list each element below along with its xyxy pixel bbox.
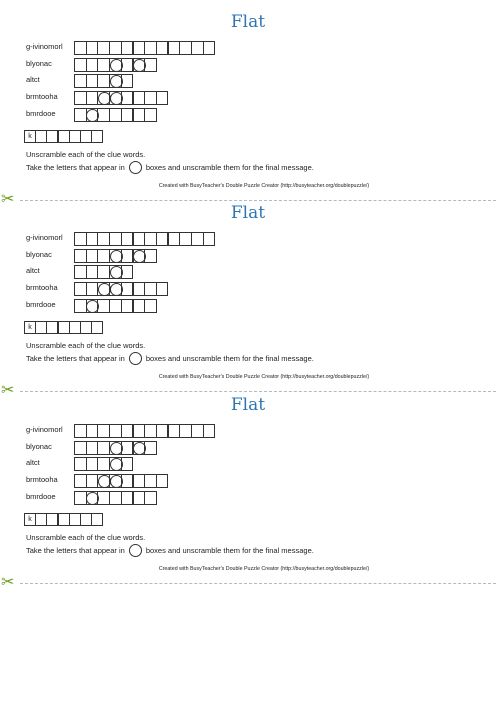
letter-box[interactable] [156,424,169,438]
letter-box[interactable] [74,474,87,488]
letter-box[interactable] [74,74,87,88]
letter-box[interactable] [86,232,99,246]
puzzle-block [0,203,496,393]
circled-letter-box[interactable] [133,249,146,263]
letter-box[interactable] [144,58,157,72]
letter-box[interactable] [97,41,110,55]
letter-box[interactable] [86,91,99,105]
message-box[interactable] [91,130,103,143]
message-box[interactable] [46,130,58,143]
instruction-line-2 [26,544,314,557]
letter-box[interactable] [97,58,110,72]
circled-letter-box[interactable] [109,441,122,455]
letter-box[interactable] [203,232,216,246]
instruction-line-2 [26,352,314,365]
message-box[interactable] [80,321,92,334]
letter-box[interactable] [97,424,110,438]
letter-box[interactable] [86,474,99,488]
letter-box[interactable] [74,108,87,122]
letter-box[interactable] [86,457,99,471]
circled-letter-box[interactable] [86,491,99,505]
circled-letter-box[interactable] [109,282,122,296]
instruction-line-1: Unscramble each of the clue words. [26,533,146,542]
circled-letter-box[interactable] [109,457,122,471]
cut-line [20,200,496,201]
circled-letter-box[interactable] [97,91,110,105]
circle-icon [129,161,142,174]
circled-letter-box[interactable] [133,441,146,455]
letter-box[interactable] [203,41,216,55]
circled-letter-box[interactable] [109,58,122,72]
clue-word: altct [26,458,40,468]
instruction-text-before: Take the letters that appear in [26,163,125,172]
letter-box[interactable] [191,232,204,246]
instruction-text-after: boxes and unscramble them for the final message. [145,546,314,555]
puzzle-block [0,395,496,585]
clue-word: altct [26,266,40,276]
letter-box[interactable] [74,424,87,438]
clue-word: altct [26,75,40,85]
letter-box[interactable] [86,282,99,296]
letter-box[interactable] [121,299,134,313]
letter-box[interactable] [97,441,110,455]
credit-line: Created with BusyTeacher's Double Puzzle Creator (http://busyteacher.org/doublepuzzle/) [158,566,370,572]
message-first-letter: k [28,133,32,140]
letter-box[interactable] [74,232,87,246]
letter-box[interactable] [74,491,87,505]
letter-box[interactable] [86,249,99,263]
clue-word: blyonac [26,249,52,259]
letter-box[interactable] [109,41,122,55]
letter-box[interactable] [133,91,146,105]
final-message-boxes [24,130,102,143]
letter-box[interactable] [168,232,181,246]
letter-box[interactable] [86,74,99,88]
circled-letter-box[interactable] [97,474,110,488]
letter-box[interactable] [144,249,157,263]
letter-box[interactable] [121,491,134,505]
letter-box[interactable] [179,232,192,246]
letter-box[interactable] [97,491,110,505]
letter-box[interactable] [121,58,134,72]
clue-word: brmtooha [26,475,58,485]
clue-word: blyonac [26,441,52,451]
message-box[interactable] [24,130,36,143]
cut-line [20,583,496,584]
letter-box[interactable] [121,41,134,55]
letter-box[interactable] [121,474,134,488]
answer-boxes [74,424,214,438]
circled-letter-box[interactable] [109,91,122,105]
clue-word: g-ivinomorl [26,233,63,242]
answer-boxes [74,232,214,246]
letter-box[interactable] [109,491,122,505]
letter-box[interactable] [133,108,146,122]
circled-letter-box[interactable] [109,265,122,279]
letter-box[interactable] [74,58,87,72]
message-box[interactable] [24,513,36,526]
letter-box[interactable] [97,249,110,263]
letter-box[interactable] [144,299,157,313]
circled-letter-box[interactable] [86,299,99,313]
puzzle-title: Flat [230,395,266,415]
instruction-text-before: Take the letters that appear in [26,354,125,363]
message-box[interactable] [80,130,92,143]
letter-box[interactable] [144,424,157,438]
puzzle-title: Flat [230,203,266,223]
clue-word: bmrdooe [26,108,56,118]
clue-word: g-ivinomorl [26,42,63,51]
letter-box[interactable] [144,441,157,455]
letter-box[interactable] [133,282,146,296]
clue-word: g-ivinomorl [26,425,63,434]
letter-box[interactable] [121,424,134,438]
message-box[interactable] [69,321,81,334]
instruction-text-after: boxes and unscramble them for the final message. [145,163,314,172]
answer-boxes [74,108,156,122]
answer-boxes [74,41,214,55]
credit-line: Created with BusyTeacher's Double Puzzle Creator (http://busyteacher.org/doublepuzzle/) [158,183,370,189]
letter-box[interactable] [86,41,99,55]
circle-icon [129,544,142,557]
message-box[interactable] [35,513,47,526]
letter-box[interactable] [133,232,146,246]
letter-box[interactable] [144,108,157,122]
letter-box[interactable] [156,474,169,488]
instruction-line-2 [26,161,314,174]
letter-box[interactable] [179,41,192,55]
letter-box[interactable] [109,108,122,122]
circle-icon [129,352,142,365]
message-box[interactable] [46,321,58,334]
letter-box[interactable] [109,299,122,313]
letter-box[interactable] [74,249,87,263]
letter-box[interactable] [179,424,192,438]
scissors-icon: ✂ [1,574,15,591]
scissors-icon: ✂ [1,191,15,208]
circled-letter-box[interactable] [109,249,122,263]
circled-letter-box[interactable] [97,282,110,296]
letter-box[interactable] [97,108,110,122]
letter-box[interactable] [86,58,99,72]
instruction-text-before: Take the letters that appear in [26,546,125,555]
scissors-icon: ✂ [1,382,15,399]
circled-letter-box[interactable] [109,474,122,488]
letter-box[interactable] [74,299,87,313]
letter-box[interactable] [97,299,110,313]
letter-box[interactable] [86,265,99,279]
message-box[interactable] [91,321,103,334]
message-box[interactable] [69,130,81,143]
letter-box[interactable] [144,282,157,296]
letter-box[interactable] [168,41,181,55]
letter-box[interactable] [156,41,169,55]
circled-letter-box[interactable] [86,108,99,122]
clue-word: bmrdooe [26,299,56,309]
letter-box[interactable] [86,424,99,438]
final-message-boxes [24,513,102,526]
letter-box[interactable] [144,491,157,505]
answer-boxes [74,58,156,72]
letter-box[interactable] [121,457,134,471]
letter-box[interactable] [156,232,169,246]
message-box[interactable] [69,513,81,526]
letter-box[interactable] [144,41,157,55]
letter-box[interactable] [144,474,157,488]
answer-boxes [74,282,168,296]
answer-boxes [74,91,168,105]
letter-box[interactable] [121,108,134,122]
letter-box[interactable] [144,232,157,246]
letter-box[interactable] [109,424,122,438]
letter-box[interactable] [74,457,87,471]
message-box[interactable] [58,513,70,526]
message-box[interactable] [91,513,103,526]
letter-box[interactable] [191,41,204,55]
letter-box[interactable] [168,424,181,438]
message-first-letter: k [28,516,32,523]
clue-word: brmtooha [26,283,58,293]
letter-box[interactable] [121,91,134,105]
letter-box[interactable] [133,41,146,55]
puzzle-title: Flat [230,12,266,32]
letter-box[interactable] [97,232,110,246]
letter-box[interactable] [203,424,216,438]
letter-box[interactable] [121,265,134,279]
answer-boxes [74,457,133,471]
letter-box[interactable] [74,282,87,296]
letter-box[interactable] [191,424,204,438]
answer-boxes [74,474,168,488]
message-box[interactable] [46,513,58,526]
clue-word: bmrdooe [26,491,56,501]
letter-box[interactable] [133,424,146,438]
letter-box[interactable] [74,41,87,55]
answer-boxes [74,74,133,88]
message-box[interactable] [58,321,70,334]
instruction-text-after: boxes and unscramble them for the final message. [145,354,314,363]
message-box[interactable] [58,130,70,143]
final-message-boxes [24,321,102,334]
letter-box[interactable] [74,441,87,455]
cut-line [20,391,496,392]
message-first-letter: k [28,324,32,331]
letter-box[interactable] [121,441,134,455]
credit-line: Created with BusyTeacher's Double Puzzle Creator (http://busyteacher.org/doublepuzzle/) [158,374,370,380]
letter-box[interactable] [109,232,122,246]
message-box[interactable] [35,130,47,143]
letter-box[interactable] [121,282,134,296]
message-box[interactable] [35,321,47,334]
letter-box[interactable] [121,74,134,88]
circled-letter-box[interactable] [109,74,122,88]
clue-word: brmtooha [26,92,58,102]
letter-box[interactable] [133,299,146,313]
letter-box[interactable] [97,74,110,88]
answer-boxes [74,249,156,263]
letter-box[interactable] [121,232,134,246]
letter-box[interactable] [133,491,146,505]
answer-boxes [74,491,156,505]
message-box[interactable] [80,513,92,526]
letter-box[interactable] [156,91,169,105]
message-box[interactable] [24,321,36,334]
answer-boxes [74,441,156,455]
letter-box[interactable] [74,265,87,279]
instruction-line-1: Unscramble each of the clue words. [26,341,146,350]
letter-box[interactable] [144,91,157,105]
letter-box[interactable] [97,265,110,279]
letter-box[interactable] [97,457,110,471]
instruction-line-1: Unscramble each of the clue words. [26,150,146,159]
letter-box[interactable] [121,249,134,263]
clue-word: blyonac [26,58,52,68]
letter-box[interactable] [156,282,169,296]
circled-letter-box[interactable] [133,58,146,72]
answer-boxes [74,299,156,313]
puzzle-block [0,12,496,202]
letter-box[interactable] [74,91,87,105]
letter-box[interactable] [133,474,146,488]
answer-boxes [74,265,133,279]
letter-box[interactable] [86,441,99,455]
